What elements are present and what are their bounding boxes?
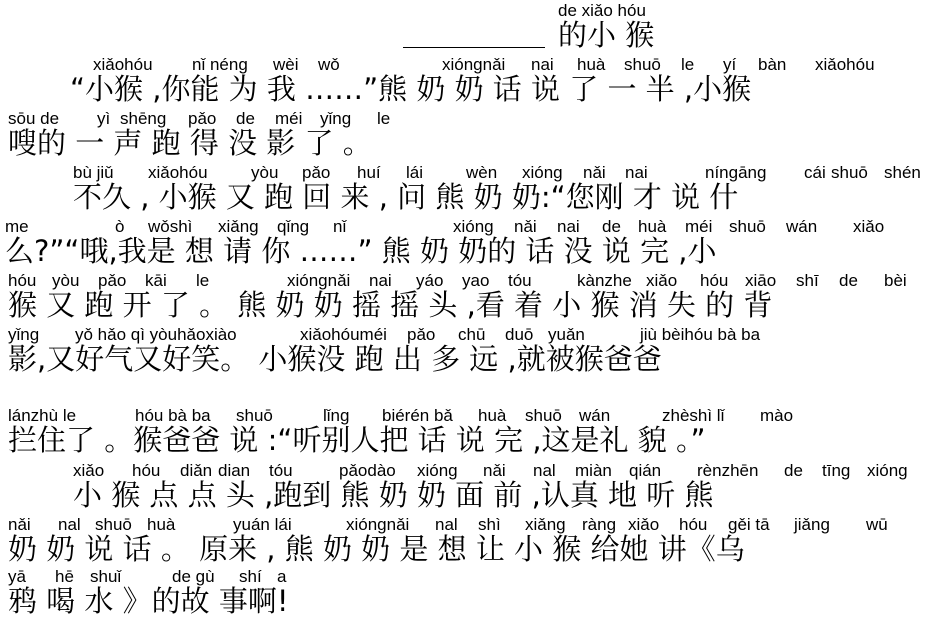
- pinyin-text: kànzhe: [577, 271, 632, 290]
- pinyin-text: cái: [804, 163, 826, 182]
- pinyin-text: hóu: [700, 271, 729, 290]
- pinyin-text: nal: [533, 461, 556, 480]
- pinyin-text: dian: [218, 461, 251, 480]
- title-line: [0, 0, 932, 54]
- pinyin-text: xióng: [453, 217, 494, 236]
- pinyin-text: lǐng: [323, 406, 350, 425]
- text-line: [0, 324, 932, 378]
- text-line: [0, 405, 932, 459]
- pinyin-text: shuō: [729, 217, 766, 236]
- pinyin-text: yao: [462, 271, 490, 290]
- pinyin-text: pǎodào: [339, 461, 396, 480]
- pinyin-text: wǒ: [318, 55, 340, 74]
- pinyin-text: xióngnǎi: [287, 271, 351, 290]
- pinyin-text: shuō: [831, 163, 868, 182]
- pinyin-text: xiǎo: [73, 461, 105, 480]
- pinyin-text: ràng: [582, 515, 617, 534]
- pinyin-text: yáo: [416, 271, 444, 290]
- pinyin-text: nai: [625, 163, 648, 182]
- pinyin-text: diǎn: [180, 461, 213, 480]
- pinyin-text: nǎi: [583, 163, 606, 182]
- pinyin-text: rènzhēn: [697, 461, 759, 480]
- text-line: [0, 566, 932, 620]
- pinyin-text: wǒshì: [148, 217, 193, 236]
- pinyin-text: huà: [577, 55, 606, 74]
- pinyin-text: le: [681, 55, 695, 74]
- pinyin-text: de: [784, 461, 803, 480]
- text-line: [0, 54, 932, 108]
- hanzi-text: 么?”“哦,我是 想 请 你 ……” 熊 奶 奶的 话 没 说 完 ,小: [5, 234, 717, 268]
- pinyin-text: xióngnǎi: [346, 515, 410, 534]
- pinyin-text: wū: [866, 515, 888, 534]
- pinyin-text: sōu de: [8, 109, 60, 128]
- pinyin-text: huí: [357, 163, 381, 182]
- pinyin-text: yuán lái: [233, 515, 292, 534]
- pinyin-text: hē: [55, 567, 74, 586]
- pinyin-text: yǒ hǎo qì yòuhǎoxiào: [75, 325, 237, 344]
- pinyin-text: le: [196, 271, 210, 290]
- pinyin-text: nǐ: [333, 217, 347, 236]
- title-blank-underline: [403, 47, 545, 48]
- pinyin-text: méi: [275, 109, 303, 128]
- pinyin-text: wèn: [466, 163, 498, 182]
- pinyin-text: tóu: [269, 461, 293, 480]
- pinyin-text: wèi: [273, 55, 299, 74]
- text-line: [0, 514, 932, 568]
- pinyin-text: xióng: [522, 163, 563, 182]
- pinyin-text: méi: [685, 217, 713, 236]
- hanzi-text: 猴 又 跑 开 了 。 熊 奶 奶 摇 摇 头 ,看 着 小 猴 消 失 的 背: [8, 288, 773, 322]
- pinyin-text: huà: [147, 515, 176, 534]
- pinyin-text: me: [5, 217, 29, 236]
- pinyin-text: shuō: [525, 406, 562, 425]
- pinyin-text: zhèshì lǐ: [662, 406, 725, 425]
- pinyin-text: yǐng: [320, 109, 352, 128]
- pinyin-text: hóu: [132, 461, 161, 480]
- pinyin-text: jiù bèihóu bà ba: [640, 325, 761, 344]
- pinyin-text: bàn: [758, 55, 787, 74]
- pinyin-text: pǎo: [98, 271, 127, 290]
- pinyin-text: xióngnǎi: [442, 55, 506, 74]
- pinyin-text: xióng: [417, 461, 458, 480]
- pinyin-text: xiǎng: [525, 515, 566, 534]
- pinyin-text: huà: [638, 217, 667, 236]
- pinyin-text: huà: [478, 406, 507, 425]
- pinyin-text: le: [377, 109, 391, 128]
- text-line: [0, 270, 932, 324]
- pinyin-text: de gù: [172, 567, 215, 586]
- pinyin-text: xiāo: [745, 271, 777, 290]
- pinyin-text: nai: [557, 217, 580, 236]
- pinyin-text: pǎo: [302, 163, 331, 182]
- pinyin-text: shuō: [236, 406, 273, 425]
- pinyin-text: nǎi: [483, 461, 506, 480]
- pinyin-text: biérén bǎ: [382, 406, 453, 425]
- pinyin-text: shén: [884, 163, 921, 182]
- pinyin-text: wán: [579, 406, 611, 425]
- pinyin-text: bù jiǔ: [73, 163, 114, 182]
- hanzi-text: 不久 , 小猴 又 跑 回 来 , 问 熊 奶 奶:“您刚 才 说 什: [73, 180, 739, 214]
- pinyin-text: hóu: [8, 271, 37, 290]
- pinyin-text: xiǎo: [853, 217, 885, 236]
- pinyin-text: bèi: [884, 271, 907, 290]
- pinyin-text: xiǎo: [628, 515, 660, 534]
- pinyin-text: yā: [8, 567, 26, 586]
- pinyin-text: xiǎng: [218, 217, 259, 236]
- pinyin-text: chū: [458, 325, 486, 344]
- pinyin-text: ò: [115, 217, 125, 236]
- pinyin-text: yì: [97, 109, 111, 128]
- pinyin-text: xiǎohóu: [815, 55, 875, 74]
- pinyin-text: yǐng: [8, 325, 40, 344]
- text-line: [0, 108, 932, 162]
- pinyin-text: xiǎohóu: [93, 55, 153, 74]
- pinyin-text: shuō: [95, 515, 132, 534]
- pinyin-text: shuō: [624, 55, 661, 74]
- pinyin-text: yòu: [251, 163, 279, 182]
- pinyin-text: a: [277, 567, 287, 586]
- pinyin-text: gěi tā: [728, 515, 770, 534]
- hanzi-text: 嗖的 一 声 跑 得 没 影 了 。: [8, 126, 372, 160]
- text-line: [0, 162, 932, 216]
- pinyin-text: jiǎng: [794, 515, 830, 534]
- text-line: [0, 216, 932, 270]
- pinyin-text: nǎi: [514, 217, 537, 236]
- pinyin-text: kāi: [145, 271, 167, 290]
- pinyin-text: pǎo: [407, 325, 436, 344]
- pinyin-text: shī: [796, 271, 819, 290]
- pinyin-text: nai: [531, 55, 554, 74]
- pinyin-text: qǐng: [277, 217, 310, 236]
- pinyin-text: yòu: [52, 271, 80, 290]
- pinyin-text: duō: [505, 325, 534, 344]
- pinyin-text: níngāng: [705, 163, 767, 182]
- pinyin-text: nal: [435, 515, 458, 534]
- pinyin-text: xióng: [867, 461, 908, 480]
- pinyin-text: shēng: [120, 109, 167, 128]
- title-text: 的小 猴: [558, 18, 655, 52]
- hanzi-text: 奶 奶 说 话 。 原来 , 熊 奶 奶 是 想 让 小 猴 给她 讲《乌: [8, 532, 745, 566]
- pinyin-text: lánzhù le: [8, 406, 77, 425]
- pinyin-text: de: [236, 109, 255, 128]
- pinyin-text: xiǎo: [646, 271, 678, 290]
- pinyin-text: tīng: [822, 461, 851, 480]
- pinyin-text: xiǎohóu: [148, 163, 208, 182]
- hanzi-text: “小猴 ,你能 为 我 ……”熊 奶 奶 话 说 了 一 半 ,小猴: [70, 72, 752, 106]
- text-line: [0, 460, 932, 514]
- pinyin-text: xiǎohóuméi: [300, 325, 387, 344]
- pinyin-text: shuǐ: [90, 567, 122, 586]
- pinyin-text: nal: [58, 515, 81, 534]
- pinyin-text: qián: [629, 461, 662, 480]
- pinyin-text: miàn: [575, 461, 612, 480]
- pinyin-text: yuǎn: [548, 325, 585, 344]
- hanzi-text: 小 猴 点 点 头 ,跑到 熊 奶 奶 面 前 ,认真 地 听 熊: [73, 478, 714, 512]
- pinyin-text: shì: [478, 515, 501, 534]
- pinyin-text: hóu: [679, 515, 708, 534]
- pinyin-text: hóu bà ba: [135, 406, 211, 425]
- hanzi-text: 鸦 喝 水 》的故 事啊!: [8, 584, 289, 618]
- pinyin-text: mào: [760, 406, 794, 425]
- pinyin-text: tóu: [508, 271, 532, 290]
- pinyin-text: de xiǎo hóu: [558, 1, 646, 20]
- pinyin-text: nǐ néng: [192, 55, 248, 74]
- pinyin-text: lái: [406, 163, 424, 182]
- pinyin-text: wán: [786, 217, 818, 236]
- hanzi-text: 拦住了 。猴爸爸 说 :“听别人把 话 说 完 ,这是礼 貌 。”: [8, 423, 706, 457]
- pinyin-text: shí: [239, 567, 262, 586]
- pinyin-text: nai: [369, 271, 392, 290]
- pinyin-text: yí: [723, 55, 737, 74]
- hanzi-text: 影,又好气又好笑。 小猴没 跑 出 多 远 ,就被猴爸爸: [8, 342, 662, 376]
- pinyin-text: pǎo: [188, 109, 217, 128]
- pinyin-text: de: [839, 271, 858, 290]
- pinyin-text: nǎi: [8, 515, 31, 534]
- pinyin-text: de: [602, 217, 621, 236]
